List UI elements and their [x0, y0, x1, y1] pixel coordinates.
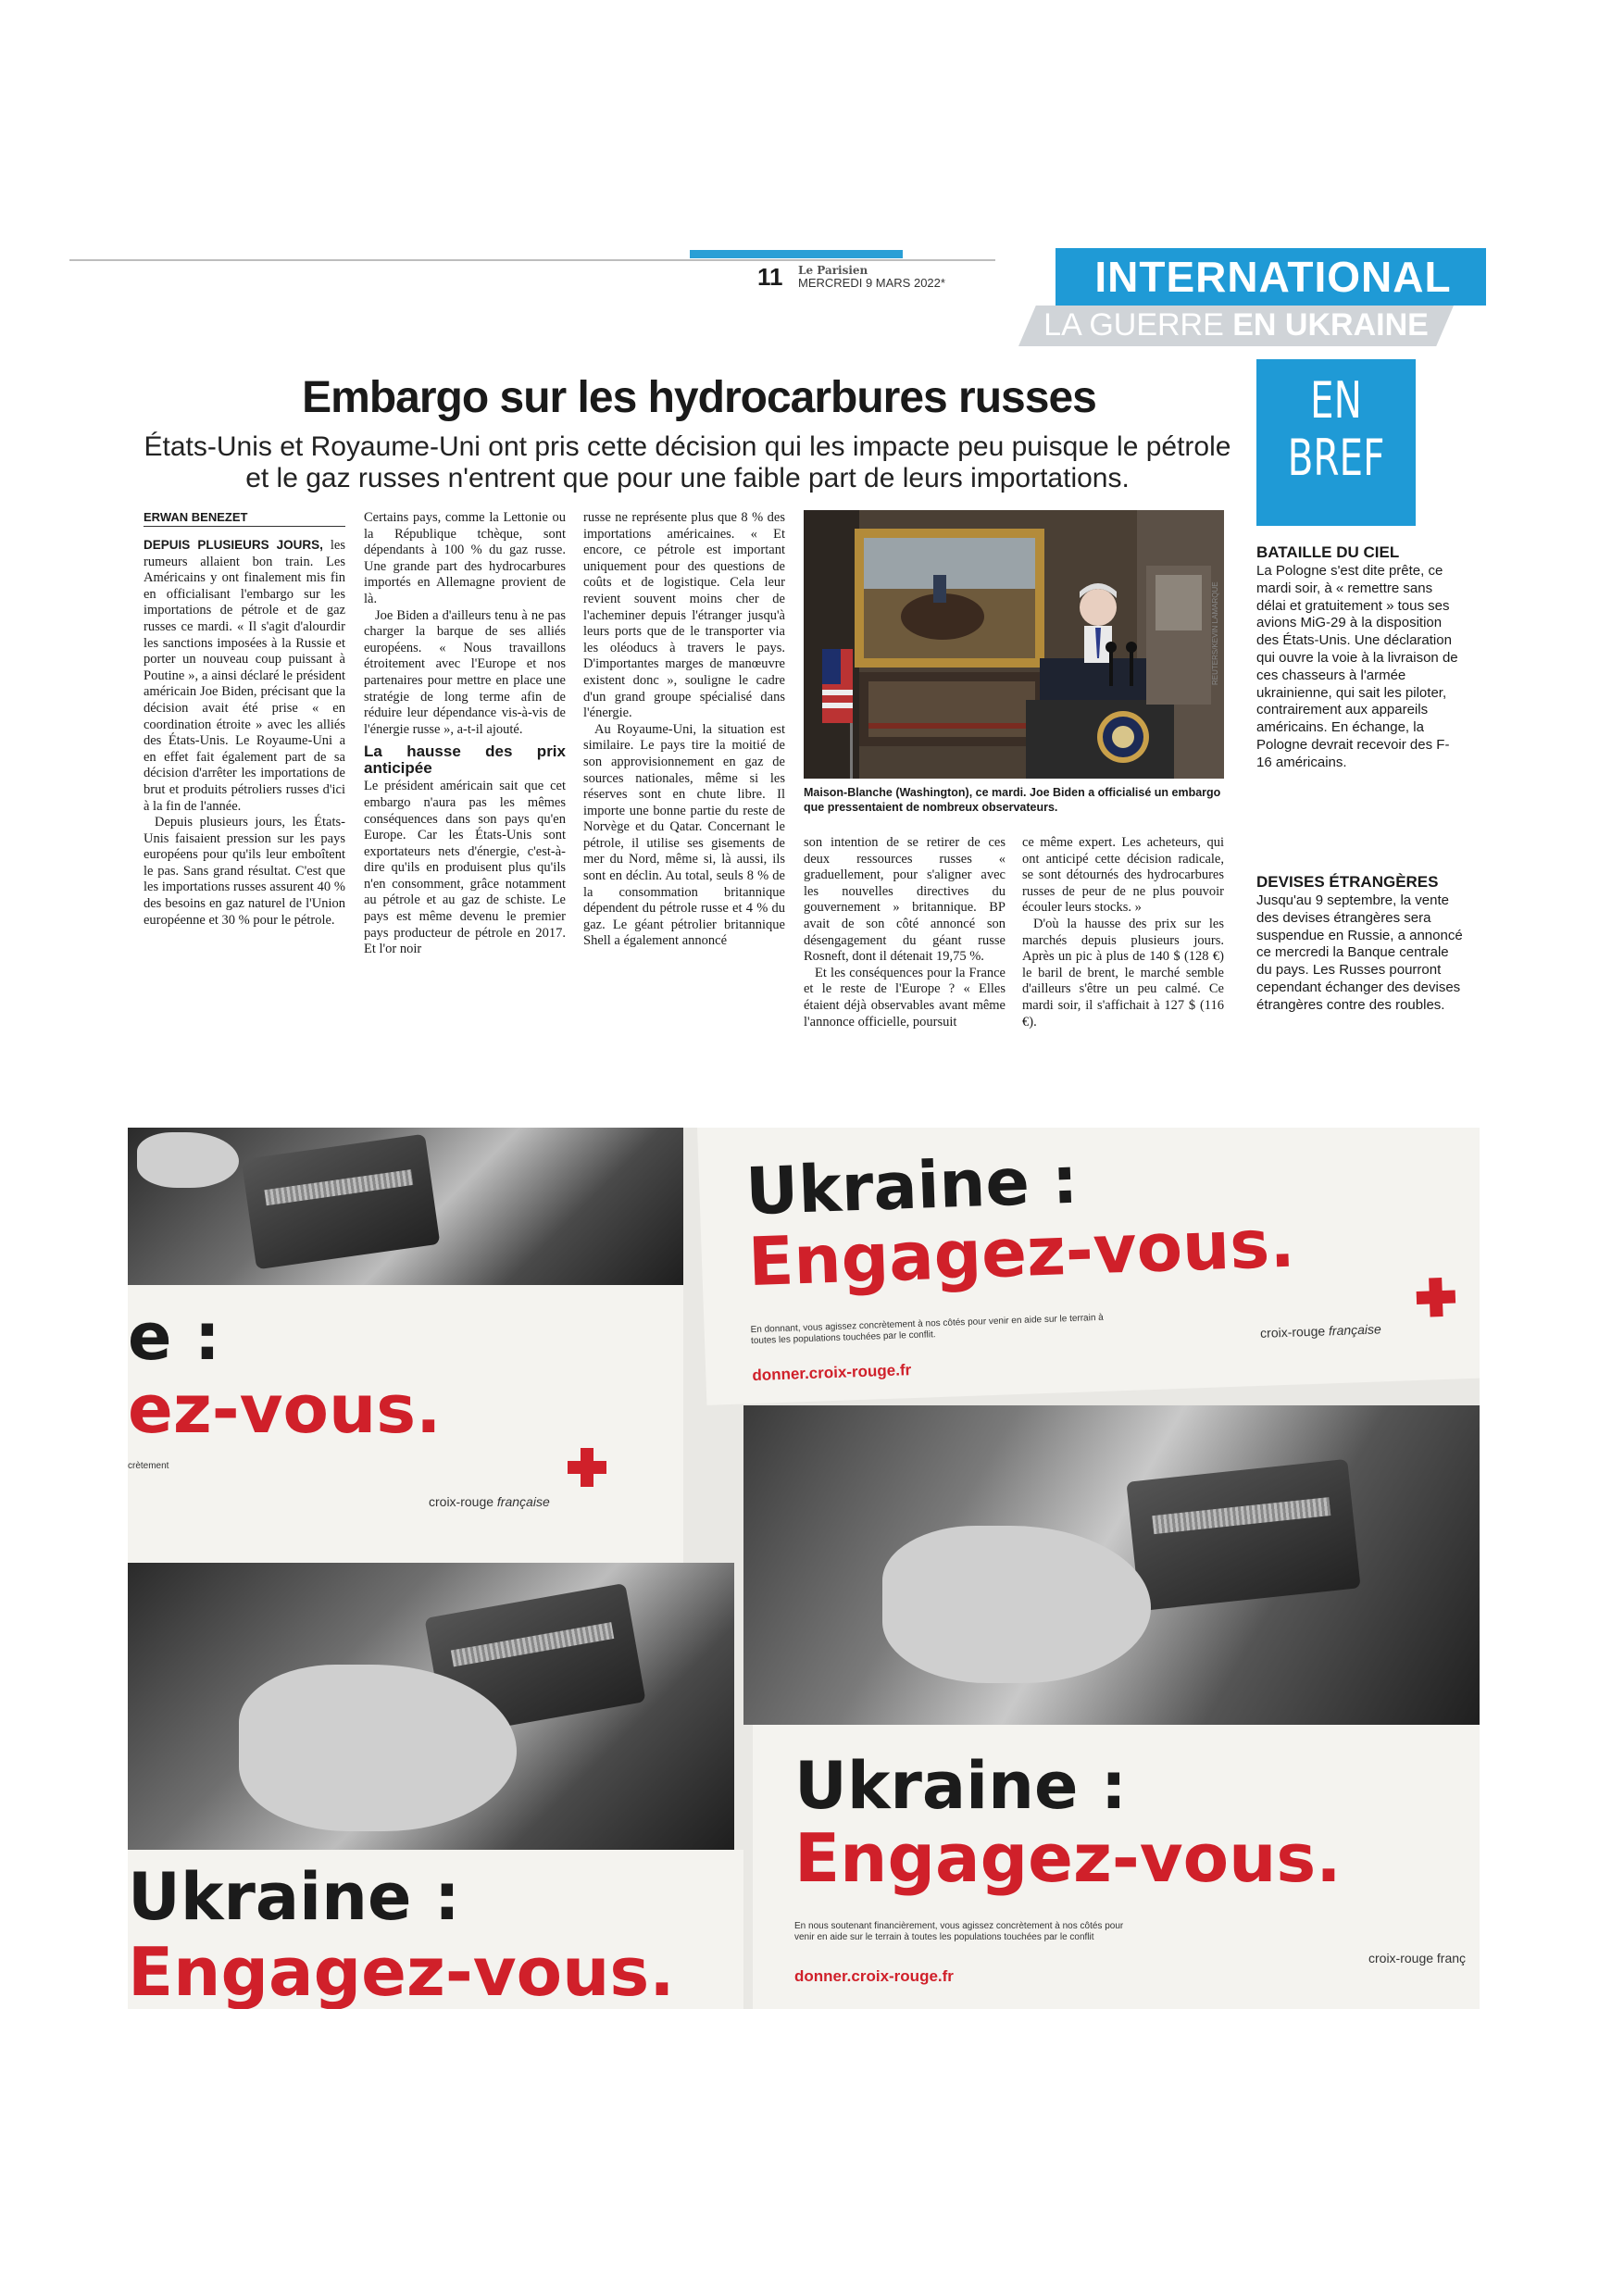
ad-slogan: Engagez-vous. [794, 1819, 1342, 1897]
ad-headline: Ukraine : [744, 1142, 1080, 1230]
brief-title: DEVISES ÉTRANGÈRES [1256, 873, 1439, 891]
paragraph-text: les rumeurs allaient bon train. Les Américains y ont finalement mis fin en officialisant l'embargo sur les importations de pétrole et de gaz russes ce mardi. « Il s'agit d'alourdir les sanctions imposées à la Russie et porter un nouveau coup puissant à Poutine », a ainsi déclaré le président américain Joe Biden, précisant que la décision avait été prise « en coordination étroite » avec les alliés des États-Unis. Le Royaume-Uni a en effet fait également part de sa décision d'arrêter les importations de brut et produits pétroliers russes d'ici à la fin de l'année. [144, 538, 345, 814]
ad-headline: Ukraine : [128, 1859, 460, 1935]
brief-item [1256, 874, 1465, 1015]
paragraph: Au Royaume-Uni, la situation est similaire. Le pays tire la moitié de son approvisionnement en gaz de sources nationales, même si les réserves sont en chute libre. Il importe une bonne partie du reste de Norvège et du Qatar. Concernant le pétrole, il utilise ses gisements de mer du Nord, même si, là aussi, ils sont en déclin. Au total, seuls 8 % de la consommation britannique dépendent du pétrole russe et 4 % du gaz. Le géant pétrolier britannique Shell a également annoncé [583, 721, 785, 949]
issue-date: MERCREDI 9 MARS 2022* [798, 276, 945, 290]
brief-text: Jusqu'au 9 septembre, la vente des devises étrangères sera suspendue en Russie, a annoncé ce mercredi la Banque centrale du pays. Les Russes pourront cependant échanger des devises étrangères contre des roubles. [1256, 892, 1463, 1013]
brand-name: croix-rouge [1259, 1323, 1326, 1341]
credit-card-graphic [1126, 1459, 1360, 1611]
brief-item [1256, 544, 1465, 772]
ad-slogan-partial: ez-vous. [128, 1370, 442, 1448]
subsection-part-b: EN UKRAINE [1232, 307, 1429, 343]
donation-link[interactable]: donner.croix-rouge.fr [752, 1361, 912, 1385]
paragraph: son intention de se retirer de ces deux ressources russes « graduellement, pour s'aligner avec les nouvelles directives du gouvernement » britannique. BP avait de son côté annoncé son désengagement du géant russe Rosneft, dont il détenait 19,75 %. [804, 835, 1006, 965]
byline: ERWAN BENEZET [144, 510, 248, 524]
paragraph: Joe Biden a d'ailleurs tenu à ne pas charger la barque de ses alliés européens. « Nous travaillons étroitement avec l'Europe et nos partenaires pour mettre en place une stratégie de long terme afin de réduire leur dépendance vis-à-vis de l'énergie russe », a-t-il ajouté. [364, 607, 566, 737]
article-column-1 [144, 537, 345, 929]
article-column-3 [583, 510, 785, 950]
ad-headline: Ukraine : [794, 1748, 1127, 1824]
card-stripe [451, 1622, 614, 1666]
red-cross-icon [568, 1448, 606, 1487]
hand-graphic [882, 1526, 1151, 1683]
ad-brand [429, 1494, 550, 1509]
poster-bottom-left [128, 1850, 743, 2009]
subsection-title [1023, 307, 1449, 343]
donation-link[interactable]: donner.croix-rouge.fr [794, 1967, 954, 1985]
article-column-5 [1022, 835, 1224, 1030]
ad-body: En donnant, vous agissez concrètement à nos côtés pour venir en aide sur le terrain à toutes les populations touchées par le conflit. [750, 1312, 1104, 1347]
subsection-part-a: LA GUERRE [1043, 307, 1233, 343]
brand-suffix: française [496, 1494, 550, 1509]
ad-body: En nous soutenant financièrement, vous agissez concrètement à nos côtés pour venir en aide sur le terrain à toutes les populations touchées par le conflit [794, 1921, 1124, 1942]
biden-photo [804, 510, 1224, 779]
paragraph: D'où la hausse des prix sur les marchés depuis plusieurs jours. Après un pic à plus de 140 $ (128 €) le baril de brent, le marché semble d'ailleurs s'être un peu calmé. Ce mardi soir, il s'affichait à 127 $ (116 €). [1022, 916, 1224, 1029]
hand-graphic [137, 1132, 239, 1188]
paragraph: Et les conséquences pour la France et le reste de l'Europe ? « Elles étaient déjà observables avant même l'annonce officielle, poursuit [804, 965, 1006, 1029]
poster-photo-left [128, 1563, 734, 1850]
lead-in: DEPUIS PLUSIEURS JOURS, [144, 538, 323, 552]
paragraph: Depuis plusieurs jours, les États-Unis faisaient pression sur les pays européens pour qu'ils leur emboîtent le pas. Sans grand résultat. C'est que les importations russes assurent 40 % des besoins en gaz naturel de l'Union européenne et 30 % pour le pétrole. [144, 815, 345, 928]
ad-body-partial: crètement [128, 1461, 169, 1471]
poster-top-right [697, 1128, 1480, 1405]
byline-rule [144, 526, 345, 527]
paragraph: Certains pays, comme la Lettonie ou la République tchèque, sont dépendants à 100 % du gaz russe. Une grande part des hydrocarbures importés en Allemagne provient de là. [364, 510, 566, 606]
paragraph: russe ne représente plus que 8 % des importations américaines. « Et encore, ce pétrole est important uniquement pour des questions de coûts et de logistique. Cela leur revient souvent moins cher de l'acheminer depuis l'étranger jusqu'à leurs ports que de le transporter via les oléoducs à travers le pays. D'importantes marges de manœuvre existent donc », souligne le cadre d'un grand groupe spécialisé dans l'énergie. [583, 510, 785, 721]
en-bref-label-line2: BREF [1287, 429, 1385, 487]
subheading: La hausse des prix anticipée [364, 742, 566, 778]
article-deck: États-Unis et Royaume-Uni ont pris cette décision qui les impacte peu puisque le pétrole et le gaz russes n'entrent que pour une faible part de leurs importations. [144, 431, 1231, 493]
ad-brand [1260, 1321, 1381, 1341]
brief-text: La Pologne s'est dite prête, ce mardi soir, à « remettre sans délai et gratuitement » tous ses avions MiG-29 à la disposition des États-Unis. Une déclaration qui ouvre la voie à la livraison de ces chasseurs à l'armée ukrainienne, qui sait les piloter, contrairement aux appareils américains. En échange, la Pologne devrait recevoir des F-16 américains. [1256, 563, 1458, 770]
en-bref-label [1277, 372, 1396, 487]
photo-credit: REUTERS/KEVIN LAMARQUE [1211, 581, 1219, 685]
publication-name: Le Parisien [798, 264, 868, 277]
poster-top-left [128, 1128, 683, 1563]
paragraph [144, 537, 345, 815]
ad-slogan: Engagez-vous. [128, 1933, 675, 2009]
section-title: INTERNATIONAL [1094, 253, 1452, 301]
poster-bottom-right [753, 1725, 1480, 2009]
article-column-4 [804, 835, 1006, 1030]
ad-brand: croix-rouge franç [1368, 1951, 1467, 1965]
paragraph: ce même expert. Les acheteurs, qui ont anticipé cette décision radicale, se sont détournés des hydrocarbures russes de peur de ne plus pouvoir écouler leurs stocks. » [1022, 835, 1224, 916]
article-column-2 [364, 510, 566, 958]
card-stripe [264, 1169, 413, 1205]
en-bref-label-line1: EN [1310, 371, 1362, 430]
brief-title: BATAILLE DU CIEL [1256, 543, 1400, 561]
brand-name: croix-rouge [429, 1494, 494, 1509]
card-stripe [1152, 1497, 1330, 1534]
photo-illustration [804, 510, 1224, 779]
ad-slogan: Engagez-vous. [746, 1204, 1296, 1302]
header-accent-tab [690, 250, 903, 258]
article-title: Embargo sur les hydrocarbures russes [302, 373, 1096, 422]
page-number: 11 [757, 263, 783, 291]
photo-caption: Maison-Blanche (Washington), ce mardi. Joe Biden a officialisé un embargo que pressentaient de nombreux observateurs. [804, 786, 1221, 814]
poster-photo-right [743, 1405, 1480, 1725]
ad-headline-partial: e : [128, 1299, 220, 1375]
croix-rouge-advertisement [128, 1128, 1480, 2009]
red-cross-icon [1416, 1278, 1455, 1317]
paragraph: Le président américain sait que cet embargo n'aura pas les mêmes conséquences dans son pays qu'en Europe. Car les États-Unis sont exportateurs nets d'énergie, c'est-à-dire qu'ils en produisent plus qu'ils n'en consomment, grâce notamment au pétrole et au gaz de schiste. Le pays est même devenu le premier pays producteur de pétrole en 2017. Et l'or noir [364, 779, 566, 957]
brand-suffix: française [1328, 1321, 1382, 1339]
header-rule [69, 259, 995, 261]
